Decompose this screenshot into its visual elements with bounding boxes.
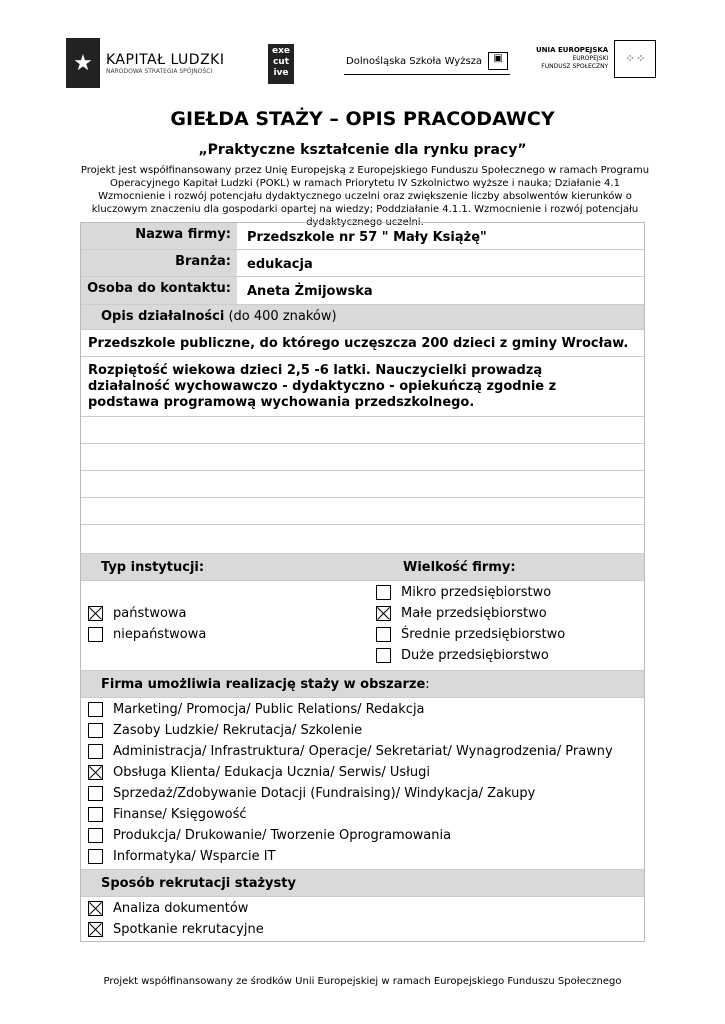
checkbox-icon	[88, 723, 103, 738]
area-label: Firma umożliwia realizację staży w obszarze	[101, 677, 426, 692]
checkbox-icon	[376, 627, 391, 642]
star-icon: ★	[66, 38, 100, 88]
intro-text: Projekt jest współfinansowany przez Unię Europejską z Europejskiego Funduszu Społecznego w ramach Programu Operacyjnego Kapitał Ludzki (POKL) w ramach Priorytetu IV Szkolnictwo wyższe i nauka; Działanie 4.1 Wzmocnienie i rozwój potencjału dydaktycznego uczelni oraz zwiększenie liczby absolwentów kierunków o kluczowym znaczeniu dla gospodarki opartej na wiedzy; Poddziałanie 4.1.1. Wzmocnienie i rozwój potencjału dydaktycznego uczelni.	[80, 165, 650, 228]
field-label: Branża:	[81, 250, 237, 276]
option-label: Średnie przedsiębiorstwo	[401, 627, 566, 642]
description-line[interactable]	[81, 357, 644, 417]
dsw-text: Dolnośląska Szkoła Wyższa	[346, 55, 483, 67]
option-label: Obsługa Klienta/ Edukacja Ucznia/ Serwis/ Usługi	[113, 765, 430, 780]
checkbox-area[interactable]	[88, 699, 425, 720]
employer-form	[80, 222, 645, 942]
option-label: Sprzedaż/Zdobywanie Dotacji (Fundraising)/ Windykacja/ Zakupy	[113, 786, 536, 801]
checkbox-duze[interactable]	[376, 645, 549, 666]
description-hint: (do 400 znaków)	[224, 309, 337, 324]
checkbox-icon	[376, 585, 391, 600]
field-label: Osoba do kontaktu:	[81, 277, 237, 304]
ue-line3: FUNDUSZ SPOŁECZNY	[541, 63, 609, 70]
checkbox-icon	[88, 744, 103, 759]
option-label: Administracja/ Infrastruktura/ Operacje/ Sekretariat/ Wynagrodzenia/ Prawny	[113, 744, 613, 759]
checkbox-area[interactable]	[88, 804, 247, 825]
executive-logo: exe cut ive	[268, 44, 294, 84]
logo-text: KAPITAŁ LUDZKI	[106, 51, 225, 68]
checkbox-area[interactable]	[88, 846, 276, 867]
checkbox-checked-icon	[88, 765, 103, 780]
option-label: Produkcja/ Drukowanie/ Tworzenie Oprogramowania	[113, 828, 452, 843]
checkbox-area[interactable]	[88, 825, 451, 846]
dsw-logo	[344, 50, 510, 75]
recruitment-label: Sposób rekrutacji stażysty	[101, 876, 296, 891]
ue-title: UNIA EUROPEJSKA	[536, 46, 609, 54]
checkbox-icon	[88, 627, 103, 642]
option-label: niepaństwowa	[113, 627, 207, 642]
type-size-options	[81, 581, 644, 671]
checkbox-srednie[interactable]	[376, 624, 565, 645]
recruitment-options	[81, 897, 644, 941]
empty-line[interactable]	[81, 498, 644, 525]
checkbox-mikro[interactable]	[376, 582, 551, 603]
description-line[interactable]	[81, 330, 644, 357]
checkbox-icon	[88, 849, 103, 864]
recruitment-header	[81, 870, 644, 897]
checkbox-male[interactable]	[376, 603, 547, 624]
size-label: Wielkość firmy:	[403, 560, 516, 575]
empty-line[interactable]	[81, 444, 644, 471]
option-label: Zasoby Ludzkie/ Rekrutacja/ Szkolenie	[113, 723, 363, 738]
checkbox-area[interactable]	[88, 741, 613, 762]
option-label: Finanse/ Księgowość	[113, 807, 247, 822]
checkbox-checked-icon	[88, 922, 103, 937]
logo-bar	[66, 38, 656, 90]
checkbox-area[interactable]	[88, 762, 430, 783]
field-value[interactable]: Przedszkole nr 57 " Mały Książę"	[247, 230, 487, 245]
checkbox-icon	[376, 648, 391, 663]
checkbox-analiza[interactable]	[88, 898, 248, 919]
type-label: Typ instytucji:	[101, 560, 205, 575]
empty-line[interactable]	[81, 417, 644, 444]
page-title: GIEŁDA STAŻY – OPIS PRACODAWCY	[170, 108, 555, 130]
ue-logo-text	[536, 46, 608, 71]
option-label: Spotkanie rekrutacyjne	[113, 922, 264, 937]
book-icon: ▣	[488, 52, 508, 70]
field-contact	[81, 277, 644, 305]
eu-flag-icon: ⁘ ⁘	[614, 40, 656, 78]
checkbox-icon	[88, 828, 103, 843]
option-label: Mikro przedsiębiorstwo	[401, 585, 552, 600]
description-header	[81, 305, 644, 330]
checkbox-area[interactable]	[88, 720, 362, 741]
field-value[interactable]: edukacja	[247, 257, 313, 272]
footer-text: Projekt współfinansowany ze środków Unii Europejskiej w ramach Europejskiego Funduszu Społecznego	[103, 976, 622, 987]
area-colon: :	[425, 677, 430, 692]
option-label: Analiza dokumentów	[113, 901, 249, 916]
option-label: Marketing/ Promocja/ Public Relations/ Redakcja	[113, 702, 425, 717]
checkbox-icon	[88, 807, 103, 822]
checkbox-niepanstwowa[interactable]	[88, 624, 206, 645]
option-label: Małe przedsiębiorstwo	[401, 606, 547, 621]
option-label: Duże przedsiębiorstwo	[401, 648, 549, 663]
area-header	[81, 671, 644, 698]
description-text-1: Przedszkole publiczne, do którego uczęszcza 200 dzieci z gminy Wrocław.	[88, 336, 629, 351]
field-label: Nazwa firmy:	[81, 223, 237, 249]
logo-subtext: NARODOWA STRATEGIA SPÓJNOŚCI	[106, 67, 213, 75]
ue-line2: EUROPEJSKI	[572, 55, 609, 62]
checkbox-checked-icon	[88, 901, 103, 916]
checkbox-checked-icon	[376, 606, 391, 621]
empty-line[interactable]	[81, 471, 644, 498]
description-text-2: Rozpiętość wiekowa dzieci 2,5 -6 latki. Nauczycielki prowadzą działalność wychowawczo - dydaktyczno - opiekuńczą zgodnie z podstawa programową wychowania przedszkolnego.	[88, 363, 557, 410]
checkbox-area[interactable]	[88, 783, 535, 804]
checkbox-spotkanie[interactable]	[88, 919, 264, 940]
field-company-name	[81, 223, 644, 250]
type-size-header	[81, 554, 644, 581]
checkbox-icon	[88, 786, 103, 801]
field-value[interactable]: Aneta Żmijowska	[247, 284, 373, 299]
empty-line[interactable]	[81, 525, 644, 554]
field-industry	[81, 250, 644, 277]
description-label: Opis działalności	[101, 309, 225, 324]
checkbox-panstwowa[interactable]	[88, 603, 187, 624]
kapital-ludzki-logo	[66, 38, 224, 88]
area-options	[81, 698, 644, 870]
checkbox-icon	[88, 702, 103, 717]
option-label: Informatyka/ Wsparcie IT	[113, 849, 276, 864]
checkbox-checked-icon	[88, 606, 103, 621]
subtitle: „Praktyczne kształcenie dla rynku pracy”	[198, 142, 527, 158]
option-label: państwowa	[113, 606, 187, 621]
